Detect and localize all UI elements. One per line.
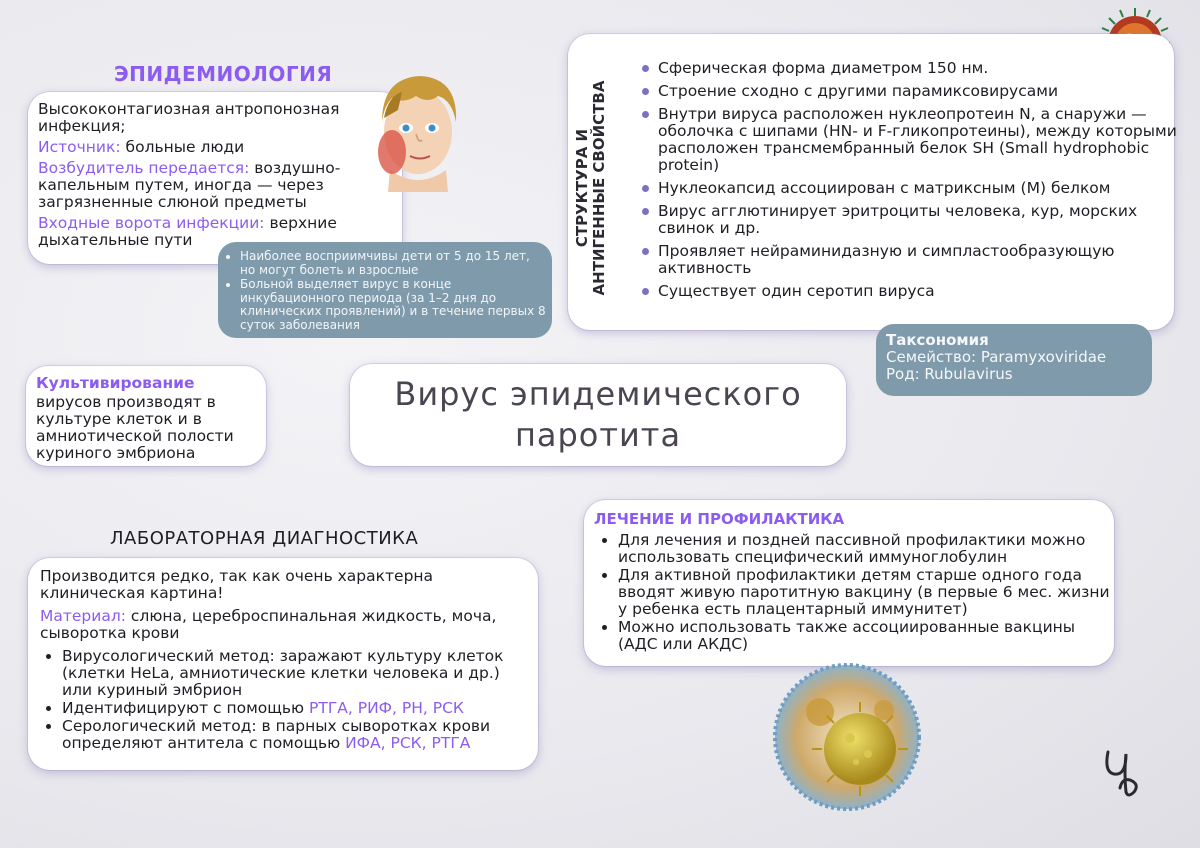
diagnostics-heading: ЛАБОРАТОРНАЯ ДИАГНОСТИКА [110,528,419,549]
treatment-item: • Можно использовать также ассоциированные вакцины (АДС или АКДС) [618,619,1118,653]
diagnostics-card [28,558,538,770]
boy-illustration [368,70,468,192]
structure-heading: СТРУКТУРА И АНТИГЕННЫЕ СВОЙСТВА [573,80,608,296]
taxonomy-heading: Таксономия [886,331,989,349]
treatment-heading: ЛЕЧЕНИЕ И ПРОФИЛАКТИКА [594,510,845,528]
cultivation-heading: Культивирование [36,374,195,392]
note-item: • Больной выделяет вирус в конце инкубационного периода (за 1–2 дня до клинических проявлений) и в течение первых 8 суток заболевания [240,278,548,332]
entry-value: верхние дыхательные пути [38,214,337,249]
diagnostics-item: • Серологический метод: в парных сыворотках крови определяют антитела с помощью ИФА, РСК, РТГА [62,718,526,752]
page-title: Вирус эпидемического паротита [394,375,802,454]
material-value: слюна, цереброспинальная жидкость, моча, сыворотка крови [40,607,497,642]
transmission-value: воздушно-капельным путем, иногда — через загрязненные слюной предметы [38,159,341,211]
title-card [350,364,846,466]
structure-item: Строение сходно с другими парамиксовирусами [658,83,1178,100]
logo-icon [1100,748,1148,800]
structure-card [568,34,1177,330]
structure-item: Вирус агглютинирует эритроциты человека, кур, морских свинок и др. [658,203,1178,237]
diagnostics-intro: Производится редко, так как очень характерна клиническая картина! [40,567,434,602]
transmission-label: Возбудитель передается: [38,159,250,177]
diagnostics-item: • Вирусологический метод: заражают культуру клеток (клетки HeLa, амниотические клетки человека и др.) или куриный эмбрион [62,648,526,699]
structure-item: Сферическая форма диаметром 150 нм. [658,60,1178,77]
treatment-item: • Для активной профилактики детям старше одного года вводят живую паротитную вакцину (в первые 6 мес. жизни у ребенка есть плацентарный иммунитет) [618,567,1118,618]
epidemiology-card [28,92,402,264]
treatment-item: • Для лечения и поздней пассивной профилактики можно использовать специфический иммуноглобулин [618,532,1118,566]
material-label: Материал: [40,607,126,625]
taxonomy-family: Семейство: Paramyxoviridae [886,348,1107,366]
cultivation-text: вирусов производят в культуре клеток и в амниотической полости куриного эмбриона [36,393,234,462]
taxonomy-card [876,324,1152,396]
note-item: • Наиболее восприимчивы дети от 5 до 15 лет, но могут болеть и взрослые [240,250,548,277]
taxonomy-genus: Род: Rubulavirus [886,365,1013,383]
structure-item: Нуклеокапсид ассоциирован с матриксным (М) белком [658,180,1178,197]
epidemiology-heading: ЭПИДЕМИОЛОГИЯ [114,62,333,86]
epidemiology-notes-card [218,242,552,338]
structure-item: Существует один серотип вируса [658,283,1178,300]
structure-item: Проявляет нейраминидазную и симпластообразующую активность [658,243,1178,277]
source-value: больные люди [120,138,245,156]
cultivation-card [26,366,266,466]
source-label: Источник: [38,138,121,156]
entry-label: Входные ворота инфекции: [38,214,265,232]
diagnostics-methods-highlight: РТГА, РИФ, РН, РСК [309,699,464,717]
virus-illustration-bottom [772,662,922,812]
structure-item: Внутри вируса расположен нуклеопротеин N, а снаружи — оболочка с шипами (HN- и F-гликопротеины), между которыми расположен трансмембранный белок SH (Small hydrophobic protein) [658,105,1177,174]
diagnostics-item: • Идентифицируют с помощью РТГА, РИФ, РН, РСК [62,700,526,717]
treatment-card [584,500,1114,666]
epidemiology-intro: Высококонтагиозная антропонозная инфекция; [38,100,340,135]
diagnostics-methods-highlight: ИФА, РСК, РТГА [345,734,471,752]
